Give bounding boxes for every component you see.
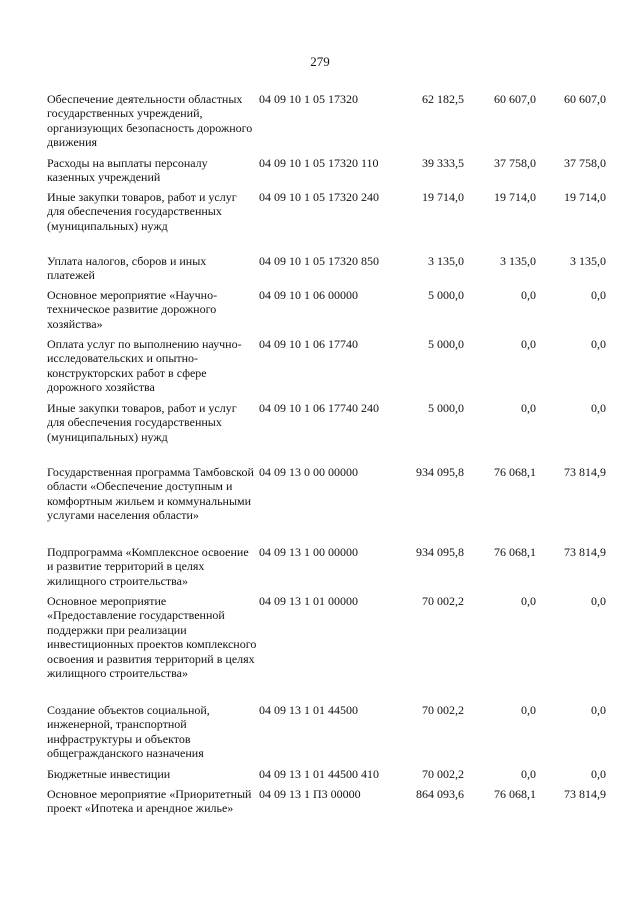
row-value-1: 5 000,0 bbox=[428, 401, 464, 415]
row-code: 04 09 10 1 05 17320 850 bbox=[259, 254, 379, 268]
row-value-3: 19 714,0 bbox=[564, 190, 606, 204]
row-value-3: 73 814,9 bbox=[564, 465, 606, 479]
row-value-2: 37 758,0 bbox=[494, 156, 536, 170]
row-value-1: 5 000,0 bbox=[428, 288, 464, 302]
row-value-2: 0,0 bbox=[521, 401, 536, 415]
row-value-1: 864 093,6 bbox=[416, 787, 464, 801]
row-value-3: 60 607,0 bbox=[564, 92, 606, 106]
row-description: Расходы на выплаты персоналу казенных учреждений bbox=[47, 156, 208, 185]
row-description: Основное мероприятие «Приоритетный проект «Ипотека и арендное жилье» bbox=[47, 787, 252, 816]
row-description: Основное мероприятие «Предоставление государственной поддержки при реализации инвестиционных проектов комплексного освоения и развития территорий в целях жилищного строительства» bbox=[47, 594, 257, 681]
row-code: 04 09 10 1 06 17740 bbox=[259, 337, 358, 351]
row-code: 04 09 10 1 05 17320 240 bbox=[259, 190, 379, 204]
row-code: 04 09 13 0 00 00000 bbox=[259, 465, 358, 479]
row-description: Уплата налогов, сборов и иных платежей bbox=[47, 254, 207, 283]
row-description: Создание объектов социальной, инженерной, транспортной инфраструктуры и объектов общегражданского назначения bbox=[47, 703, 210, 761]
page-number: 279 bbox=[310, 54, 330, 69]
row-value-3: 0,0 bbox=[591, 767, 606, 781]
row-value-1: 934 095,8 bbox=[416, 545, 464, 559]
row-description: Обеспечение деятельности областных государственных учреждений, организующих безопасность дорожного движения bbox=[47, 92, 253, 150]
row-value-3: 37 758,0 bbox=[564, 156, 606, 170]
row-code: 04 09 13 1 01 44500 410 bbox=[259, 767, 379, 781]
row-value-1: 39 333,5 bbox=[422, 156, 464, 170]
row-code: 04 09 10 1 05 17320 bbox=[259, 92, 358, 106]
row-value-2: 3 135,0 bbox=[500, 254, 536, 268]
row-description: Бюджетные инвестиции bbox=[47, 767, 171, 781]
row-value-2: 60 607,0 bbox=[494, 92, 536, 106]
row-value-1: 934 095,8 bbox=[416, 465, 464, 479]
row-value-1: 5 000,0 bbox=[428, 337, 464, 351]
row-value-3: 0,0 bbox=[591, 288, 606, 302]
row-value-2: 76 068,1 bbox=[494, 465, 536, 479]
row-code: 04 09 10 1 06 17740 240 bbox=[259, 401, 379, 415]
row-value-1: 70 002,2 bbox=[422, 594, 464, 608]
row-description: Оплата услуг по выполнению научно-исследовательских и опытно-конструкторских работ в сфере дорожного хозяйства bbox=[47, 337, 242, 395]
row-value-1: 3 135,0 bbox=[428, 254, 464, 268]
row-value-3: 73 814,9 bbox=[564, 545, 606, 559]
row-value-3: 0,0 bbox=[591, 337, 606, 351]
row-value-2: 19 714,0 bbox=[494, 190, 536, 204]
row-value-1: 70 002,2 bbox=[422, 767, 464, 781]
row-description: Иные закупки товаров, работ и услуг для обеспечения государственных (муниципальных) нужд bbox=[47, 190, 237, 233]
row-code: 04 09 13 1 01 00000 bbox=[259, 594, 358, 608]
row-value-1: 62 182,5 bbox=[422, 92, 464, 106]
row-code: 04 09 10 1 05 17320 110 bbox=[259, 156, 379, 170]
row-description: Иные закупки товаров, работ и услуг для обеспечения государственных (муниципальных) нужд bbox=[47, 401, 237, 444]
row-code: 04 09 13 1 01 44500 bbox=[259, 703, 358, 717]
row-value-2: 0,0 bbox=[521, 767, 536, 781]
row-value-1: 70 002,2 bbox=[422, 703, 464, 717]
row-value-2: 0,0 bbox=[521, 288, 536, 302]
row-value-3: 3 135,0 bbox=[570, 254, 606, 268]
row-value-2: 76 068,1 bbox=[494, 545, 536, 559]
row-description: Основное мероприятие «Научно-техническое развитие дорожного хозяйства» bbox=[47, 288, 218, 331]
row-description: Государственная программа Тамбовской области «Обеспечение доступным и комфортным жильем и коммунальными услугами населения области» bbox=[47, 465, 254, 523]
row-value-1: 19 714,0 bbox=[422, 190, 464, 204]
row-value-2: 0,0 bbox=[521, 337, 536, 351]
row-code: 04 09 10 1 06 00000 bbox=[259, 288, 358, 302]
row-description: Подпрограмма «Комплексное освоение и развитие территорий в целях жилищного строительства» bbox=[47, 545, 249, 588]
row-code: 04 09 13 1 00 00000 bbox=[259, 545, 358, 559]
row-code: 04 09 13 1 П3 00000 bbox=[259, 787, 361, 801]
row-value-2: 0,0 bbox=[521, 594, 536, 608]
row-value-2: 0,0 bbox=[521, 703, 536, 717]
row-value-3: 0,0 bbox=[591, 594, 606, 608]
row-value-3: 0,0 bbox=[591, 703, 606, 717]
row-value-3: 73 814,9 bbox=[564, 787, 606, 801]
row-value-2: 76 068,1 bbox=[494, 787, 536, 801]
row-value-3: 0,0 bbox=[591, 401, 606, 415]
